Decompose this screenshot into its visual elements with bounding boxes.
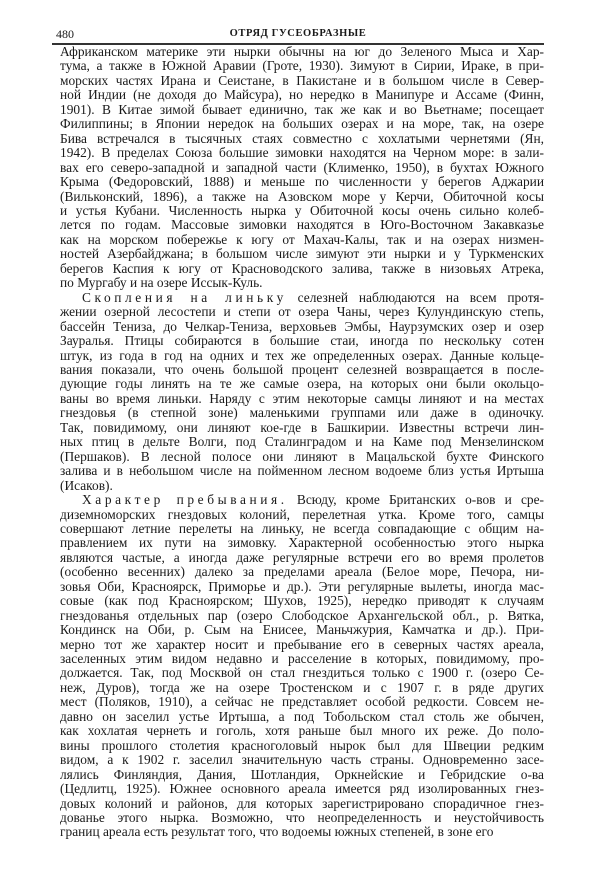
- line-text: тума, а также в Южной Аравии (Гроте, 1930). Зимуют в Сирии, Ираке, в при-: [60, 58, 544, 74]
- text-line: [60, 666, 544, 680]
- text-line: [60, 797, 544, 811]
- text-line: [60, 117, 544, 131]
- line-text: неж, Дуров), тогда же на озере Тростенском и с 1907 г. в ряде других: [60, 679, 544, 695]
- text-line: [60, 522, 544, 536]
- line-text: границ ареала есть результат того, что водоемы южных степеней, в зоне его: [60, 824, 494, 840]
- text-line: [60, 681, 544, 695]
- line-text: заселенных этим видом недавно и расселение в которых, повидимому, про-: [60, 651, 544, 667]
- line-text: и устья Кубани. Численность нырка у Обиточной косы очень сильно колеб-: [60, 202, 544, 218]
- line-text: ной Индии (не доходя до Майсура), но нередко в Манипуре и Ассаме (Финн,: [60, 87, 544, 103]
- text-line: [60, 392, 544, 406]
- section-lead: Характер пребывания.: [82, 492, 288, 508]
- text-line: [60, 695, 544, 709]
- line-text: по Мургабу и на озере Иссык-Куль.: [60, 275, 263, 291]
- text-line: [60, 609, 544, 623]
- line-text: Филиппины; в Японии нередок на больших озерах и на море, так, на озере: [60, 116, 544, 132]
- text-line: [60, 724, 544, 738]
- text-line: [60, 551, 544, 565]
- line-text: мерно тот же характер носит и пребывание его в северных частях ареала,: [60, 636, 544, 652]
- text-line: [60, 565, 544, 579]
- line-text: диземноморских гнездовых колоний, перелетная утка. Кроме того, самцы: [60, 506, 544, 522]
- text-line: [60, 594, 544, 608]
- line-text: (Першаков). В лесной полосе они линяют в Мацальской бухте Финского: [60, 448, 544, 464]
- text-line: [60, 132, 544, 146]
- text-line: [60, 377, 544, 391]
- text-line: [60, 768, 544, 782]
- text-line: [60, 291, 544, 305]
- line-text: Зауралья. Птицы собираются в большие стаи, иногда по нескольку сотен: [60, 333, 544, 349]
- text-line: [60, 363, 544, 377]
- paragraph: [60, 493, 544, 840]
- line-text: (Вильконский, 1896), а также на Азовском море у Керчи, Обиточной косы: [60, 188, 544, 204]
- text-line: [60, 262, 544, 276]
- page-number: 480: [56, 27, 74, 41]
- text-line: [60, 305, 544, 319]
- line-text: дованье этого нырка. Возможно, что неопределенность и неустойчивость: [60, 810, 544, 826]
- text-line: [60, 450, 544, 464]
- line-text: Африканском материке эти нырки обычны на юг до Зеленого Мыса и Хар-: [60, 44, 544, 59]
- text-line: [60, 406, 544, 420]
- section-lead: Скопления на линьку: [82, 289, 287, 305]
- text-line: [60, 479, 544, 493]
- line-text: как хохлатая чернеть и гоголь, хотя раньше был много их реже. До поло-: [60, 723, 544, 739]
- text-line: [60, 349, 544, 363]
- paragraph: [60, 45, 544, 291]
- text-line: [60, 421, 544, 435]
- line-text: вах его северо-западной и западной части (Клименко, 1950), в бухтах Южного: [60, 159, 544, 175]
- text-line: [60, 652, 544, 666]
- line-text: вания показали, что очень большой процент селезней возвращается в после-: [60, 361, 544, 377]
- line-text: ностей Азербайджана; в большом числе зимуют эти нырки и у Туркменских: [60, 246, 544, 262]
- text-line: [60, 103, 544, 117]
- line-text: (Цедлитц, 1925). Южнее основного ареала имеется ряд изолированных гнез-: [60, 781, 544, 797]
- text-line: [60, 74, 544, 88]
- line-text: давно он заселил устье Иртыша, а под Тобольском стал столь же обычен,: [60, 708, 544, 724]
- line-text: дующие годы линять на те же самые озера, на которых они были окольцо-: [60, 376, 544, 392]
- line-text: как на морском побережье к югу от Махач-Калы, так и на озерах низмен-: [60, 231, 544, 247]
- text-line: [60, 811, 544, 825]
- page-body: [60, 45, 544, 840]
- text-line: [60, 435, 544, 449]
- line-text: совые (как под Красноярском; Шухов, 1925), нередко приводят к случаям: [60, 593, 544, 609]
- line-text: селезней наблюдаются на всем протя-: [286, 289, 544, 305]
- line-text: правлением их пути на зимовку. Характерной особенностью этого нырка: [60, 535, 544, 551]
- text-line: [60, 464, 544, 478]
- line-text: штук, из года в год на одних и тех же определенных озерах. Данные кольце-: [60, 347, 544, 363]
- line-text: берегов Каспия к югу от Красноводского залива, также в низовьях Атрека,: [60, 260, 544, 276]
- line-text: довых колоний и районов, для которых зарегистрировано спорадичное гнез-: [60, 795, 544, 811]
- text-line: [60, 536, 544, 550]
- line-text: лется по годам. Массовые зимовки находятся в Юго-Восточном Закавказье: [60, 217, 544, 233]
- text-line: [60, 161, 544, 175]
- text-line: [60, 493, 544, 507]
- text-line: [60, 753, 544, 767]
- text-line: [60, 45, 544, 59]
- paragraph: [60, 291, 544, 493]
- line-text: являются частые, а иногда даже регулярные встречи его во время пролетов: [60, 549, 544, 565]
- line-text: 1901). В Китае зимой бывает единично, так же как и во Вьетнаме; посещает: [60, 101, 544, 117]
- text-line: [60, 88, 544, 102]
- line-text: гнездовья (в степной зоне) маленькими группами или даже в одиночку.: [60, 405, 544, 421]
- text-line: [60, 508, 544, 522]
- line-text: Бива встречался в тысячных стаях совместно с хохлатыми чернетями (Ян,: [60, 130, 544, 146]
- text-line: [60, 247, 544, 261]
- text-line: [60, 59, 544, 73]
- line-text: видом, а к 1902 г. заселил значительную часть страны. Одновременно засе-: [60, 752, 544, 768]
- text-line: [60, 190, 544, 204]
- text-line: [60, 334, 544, 348]
- line-text: (Исаков).: [60, 477, 113, 493]
- text-line: [60, 638, 544, 652]
- text-line: [60, 320, 544, 334]
- line-text: морских частях Ирана и Сеистане, в Пакистане и в большом числе в Север-: [60, 72, 544, 88]
- line-text: зовья Оби, Красноярск, Приморье и др.). Эти регулярные вылеты, иногда мас-: [60, 578, 544, 594]
- line-text: лялись Финляндия, Дания, Шотландия, Оркнейские и Гебридские о-ва: [60, 766, 544, 782]
- text-line: [60, 739, 544, 753]
- text-line: [60, 146, 544, 160]
- line-text: гнездованья отдельных пар (озеро Слободское Архангельской обл., р. Вятка,: [60, 607, 544, 623]
- line-text: Кондинск на Оби, р. Сым на Енисее, Маньчжурия, Камчатка и др.). При-: [60, 622, 544, 638]
- text-line: [60, 204, 544, 218]
- text-line: [60, 175, 544, 189]
- line-text: жении озерной лесостепи и степи от озера Чаны, через Кулундинскую степь,: [60, 304, 544, 320]
- line-text: ных птиц в дельте Волги, под Сталинградом и на Каме под Мензелинском: [60, 434, 544, 450]
- line-text: Крыма (Федоровский, 1888) и меньше по численности у берегов Аджарии: [60, 174, 544, 190]
- text-line: [60, 782, 544, 796]
- line-text: Всюду, кроме Британских о-вов и сре-: [287, 492, 544, 508]
- text-line: [60, 233, 544, 247]
- text-line: [60, 623, 544, 637]
- line-text: Так, повидимому, они линяют кое-где в Башкирии. Известны встречи лин-: [60, 419, 544, 435]
- line-text: 1942). В пределах Союза большие зимовки находятся на Черном море: в зали-: [60, 145, 544, 161]
- running-header: [52, 27, 544, 41]
- line-text: (особенно весенних) далеко за пределами ареала (Белое море, Печора, ни-: [60, 564, 544, 580]
- text-line: [60, 276, 544, 290]
- line-text: мест (Поляков, 1910), а сейчас не представляет особой редкости. Совсем не-: [60, 694, 544, 710]
- line-text: совершают летние перелеты на линьку, не всегда совпадающие с общим на-: [60, 520, 544, 536]
- text-line: [60, 580, 544, 594]
- text-line: [60, 825, 544, 839]
- line-text: бассейн Тениза, до Челкар-Тениза, верховьев Эмбы, Наурзумских озер и озер: [60, 318, 544, 334]
- text-line: [60, 710, 544, 724]
- line-text: залива и в небольшом числе на пойменном лесном водоеме близ устья Иртыша: [60, 463, 544, 479]
- running-title: ОТРЯД ГУСЕОБРАЗНЫЕ: [229, 28, 367, 39]
- line-text: вины прошлого столетия красноголовый нырок был для Швеции редким: [60, 737, 544, 753]
- line-text: ваны во время линьки. Наряду с этим некоторые самцы линяют и на местах: [60, 390, 544, 406]
- text-line: [60, 218, 544, 232]
- line-text: должается. Так, под Москвой он стал гнездиться только с 1900 г. (озеро Се-: [60, 665, 544, 681]
